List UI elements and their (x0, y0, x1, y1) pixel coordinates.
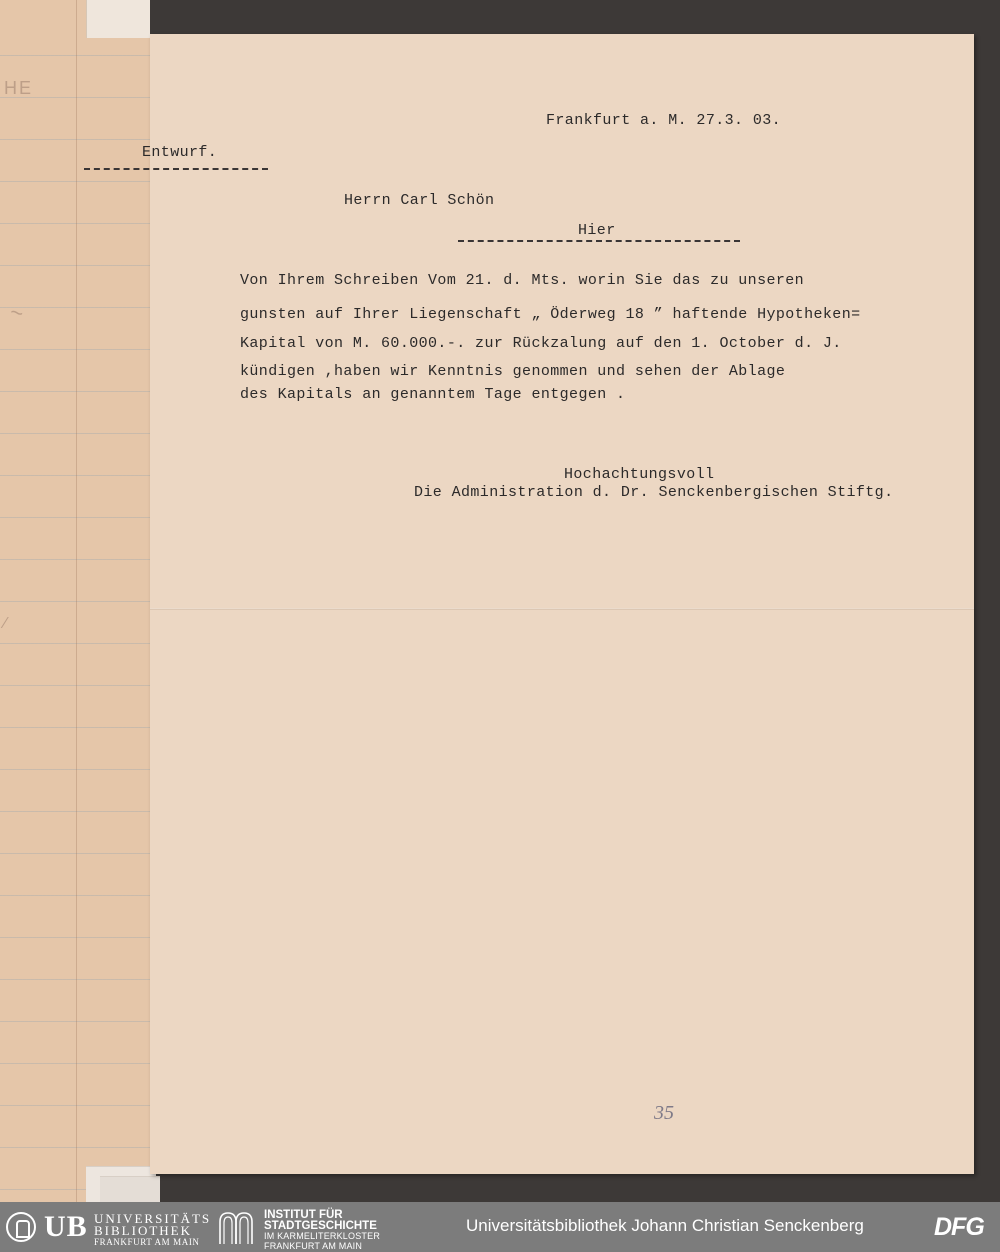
body-line: Von Ihrem Schreiben Vom 21. d. Mts. worin Sie das zu unseren (240, 272, 805, 289)
signature: Die Administration d. Dr. Senckenbergischen Stiftg. (414, 484, 894, 501)
library-title: Universitätsbibliothek Johann Christian Senckenberg (466, 1216, 864, 1235)
back-sheet-ghost-mark: ⁄ (4, 615, 7, 632)
isg-logo-subline: FRANKFURT AM MAIN (264, 1240, 363, 1251)
recipient-underline (458, 240, 740, 242)
footer-bar (0, 1202, 1000, 1252)
isg-logo-line: INSTITUT FÜR (264, 1209, 343, 1221)
draft-underline (84, 168, 268, 170)
ub-seal-icon (6, 1212, 36, 1242)
sheet-fold-line (76, 0, 77, 1202)
closing: Hochachtungsvoll (564, 466, 715, 483)
ub-logo-acronym: UB (44, 1210, 88, 1243)
recipient-name: Herrn Carl Schön (344, 192, 495, 209)
page-fold-crease (150, 608, 974, 610)
place-date: Frankfurt a. M. 27.3. 03. (546, 112, 782, 129)
body-line: kündigen ,haben wir Kenntnis genommen und sehen der Ablage (240, 363, 786, 380)
isg-arches-icon (216, 1210, 256, 1246)
ub-logo-line: UNIVERSITÄTS (94, 1211, 212, 1226)
body-line: Kapital von M. 60.000.-. zur Rückzalung auf den 1. October d. J. (240, 335, 842, 352)
sheet-top-edge (86, 0, 150, 38)
isg-logo-name (264, 1210, 380, 1251)
underlying-ruled-sheet (0, 0, 150, 1202)
isg-logo-subline: IM KARMELITERKLOSTER (264, 1231, 381, 1241)
folded-page-edge (100, 1176, 160, 1202)
recipient-city: Hier (578, 222, 616, 239)
pencil-page-number: 35 (654, 1102, 674, 1124)
ub-logo-line: FRANKFURT AM MAIN (94, 1237, 200, 1247)
draft-label: Entwurf. (142, 144, 218, 161)
back-sheet-ghost-text: HE (4, 78, 34, 98)
dfg-logo: DFG (934, 1213, 984, 1241)
body-line: des Kapitals an genanntem Tage entgegen . (240, 386, 626, 403)
back-sheet-ghost-scribble: ~ (7, 298, 26, 327)
body-line: gunsten auf Ihrer Liegenschaft „ Öderweg 18 ” haftende Hypotheken= (240, 306, 861, 323)
isg-logo-line: STADTGESCHICHTE (264, 1220, 377, 1232)
ub-logo-name (94, 1213, 211, 1248)
letter-page (142, 34, 974, 1174)
ub-logo-line: BIBLIOTHEK (94, 1223, 192, 1238)
